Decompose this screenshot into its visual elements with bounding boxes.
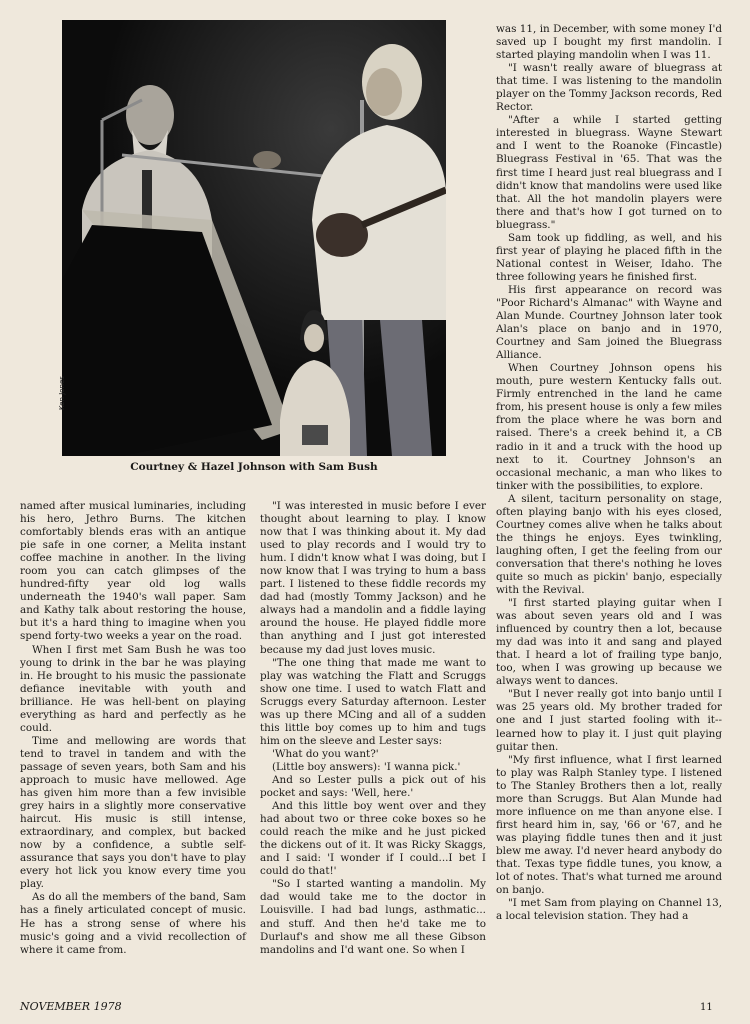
paragraph: "I was interested in music before I ever thought about learning to play. I know now that I was thinking about it. My dad used to play records and I would try to hum. I didn't know what I was doing, but I now know that I was trying to hum a bass part. I listened to these fiddle records my dad had (mostly Tommy Jackson) and he always had a mandolin and a fiddle laying around the house. He played fiddle more than anything and I just got interested because my dad just loves music. [260, 500, 486, 656]
article-column-2 [260, 500, 486, 957]
paragraph: Sam took up fiddling, as well, and his first year of playing he placed fifth in the National contest in Weiser, Idaho. The three following years he finished first. [496, 231, 722, 283]
paragraph: As do all the members of the band, Sam has a finely articulated concept of music. He has a strong sense of where his music's going and a vivid recollection of where it came from. [20, 891, 246, 956]
paragraph: "My first influence, what I first learned to play was Ralph Stanley type. I listened to The Stanley Brothers then a lot, really more than Scruggs. But Alan Munde had more influence on me than anyone else. I first heard him in, say, '66 or '67, and he was playing fiddle tunes then and it just blew me away. I'd never heard anybody do that. Texas type fiddle tunes, you know, a lot of notes. That's what turned me around on banjo. [496, 753, 722, 897]
issue-date: NOVEMBER 1978 [20, 1000, 122, 1013]
paragraph: named after musical luminaries, including his hero, Jethro Burns. The kitchen comfortably blends eras with an antique pie safe in one corner, a Melita instant coffee machine in another. In the living room you can catch glimpses of the hundred-fifty year old log walls underneath the 1940's wall paper. Sam and Kathy talk about restoring the house, but it's a hard thing to imagine when you spend forty-two weeks a year on the road. [20, 500, 246, 643]
paragraph: "The one thing that made me want to play was watching the Flatt and Scruggs show one time. I used to watch Flatt and Scruggs every Saturday afternoon. Lester was up there MCing and all of a sudden this little boy comes up to him and tugs him on the sleeve and Lester says: [260, 656, 486, 747]
paragraph: And so Lester pulls a pick out of his pocket and says: 'Well, here.' [260, 773, 486, 800]
paragraph: And this little boy went over and they had about two or three coke boxes so he could reach the mike and he just picked the dickens out of it. It was Ricky Skaggs, and I said: 'I wonder if I could...I bet I could do that!' [260, 800, 486, 878]
concert-photo [62, 20, 446, 456]
paragraph: When I first met Sam Bush he was too young to drink in the bar he was playing in. He brought to his music the passionate defiance inevitable with youth and brilliance. He was hell-bent on playing everything as hard and perfectly as he could. [20, 643, 246, 734]
paragraph: Time and mellowing are words that tend to travel in tandem and with the passage of seven years, both Sam and his approach to music have mellowed. Age has given him more than a few invisible grey hairs in a slightly more conservative haircut. His music is still intense, extraordinary, and complex, but backed now by a confidence, a subtle self-assurance that says you don't have to play every hot lick you know every time you play. [20, 734, 246, 891]
paragraph: "I wasn't really aware of bluegrass at that time. I was listening to the mandolin player on the Tommy Jackson records, Red Rector. [496, 62, 722, 114]
paragraph: When Courtney Johnson opens his mouth, pure western Kentucky falls out. Firmly entrenched in the land he came from, his present house is only a few miles from the place where he was born and raised. There's a creek behind it, a CB radio in it and a truck with the hood up next to it. Courtney Johnson's an occasional mechanic, a man who likes to tinker with the possibilities, to explore. [496, 362, 722, 492]
paragraph: "I met Sam from playing on Channel 13, a local television station. They had a [496, 897, 722, 923]
article-column-1 [20, 500, 246, 957]
paragraph: 'What do you want?' [272, 747, 379, 760]
paragraph: was 11, in December, with some money I'd saved up I bought my first mandolin. I started playing mandolin when I was 11. [496, 23, 722, 62]
paragraph: (Little boy answers): 'I wanna pick.' [272, 760, 461, 773]
photo-caption: Courtney & Hazel Johnson with Sam Bush [130, 461, 378, 473]
article-column-3 [496, 23, 722, 923]
page-number: 11 [700, 1002, 713, 1013]
photo-credit: Ken Jones [58, 376, 66, 410]
paragraph: "After a while I started getting interested in bluegrass. Wayne Stewart and I went to the Roanoke (Fincastle) Bluegrass Festival in '65. That was the first time I heard just real bluegrass and I didn't know that mandolins were used like that. All the hot mandolin players were there and that's how I got turned on to bluegrass." [496, 114, 722, 231]
paragraph: "But I never really got into banjo until I was 25 years old. My brother traded for one and I just started fooling with it--learned how to play it. I just quit playing guitar then. [496, 688, 722, 753]
paragraph: "So I started wanting a mandolin. My dad would take me to the doctor in Louisville. I had bad lungs, asthmatic... and stuff. And then he'd take me to Durlauf's and show me all these Gibson mandolins and I'd want one. So when I [260, 878, 486, 956]
photo-illustration [62, 20, 446, 456]
paragraph: "I first started playing guitar when I was about seven years old and I was influenced by country then a lot, because my dad was into it and sang and played that. I heard a lot of frailing type banjo, too, when I was growing up because we always went to dances. [496, 597, 722, 688]
paragraph: A silent, taciturn personality on stage, often playing banjo with his eyes closed, Courtney comes alive when he talks about the things he enjoys. Eyes twinkling, laughing often, I get the feeling from our conversation that there's nothing he loves quite so much as pickin' banjo, especially with the Revival. [496, 492, 722, 597]
paragraph: His first appearance on record was "Poor Richard's Almanac" with Wayne and Alan Munde. Courtney Johnson later took Alan's place on banjo and in 1970, Courtney and Sam joined the Bluegrass Alliance. [496, 283, 722, 362]
